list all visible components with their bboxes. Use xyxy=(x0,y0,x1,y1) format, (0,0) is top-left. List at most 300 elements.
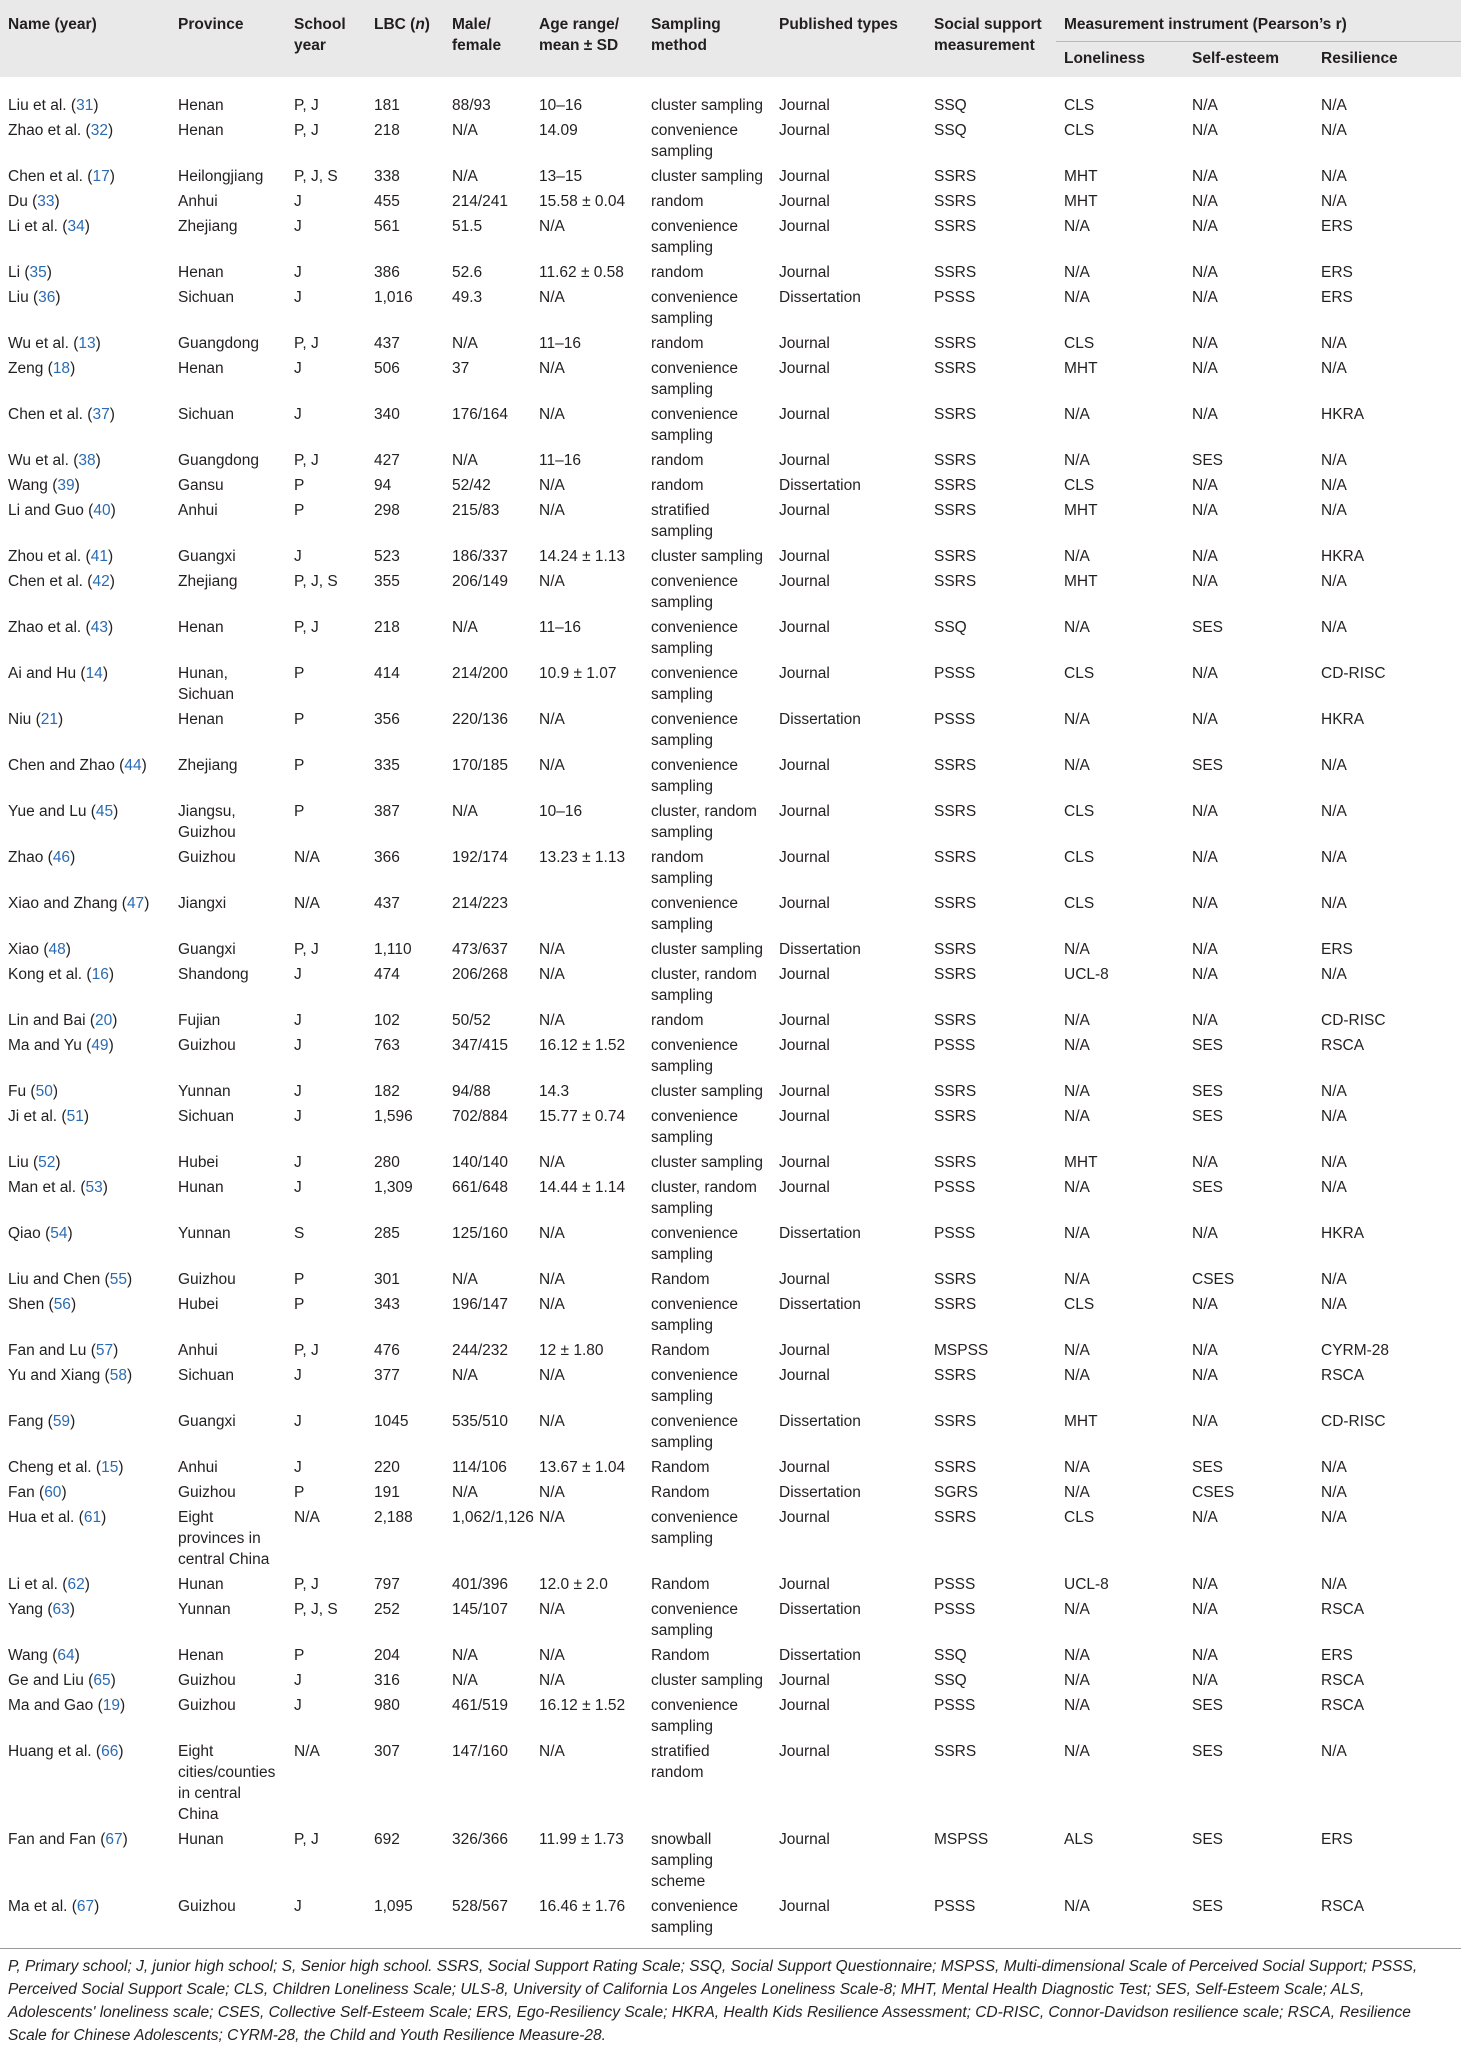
reference-link[interactable]: 50 xyxy=(35,1083,53,1100)
cell-male-female: N/A xyxy=(452,803,478,820)
cell-self-esteem: N/A xyxy=(1192,1509,1218,1526)
cell-age: 11.62 ± 0.58 xyxy=(539,264,624,281)
cell-province: Eight cities/counties in central China xyxy=(178,1743,276,1823)
cell-school-year: J xyxy=(294,1459,302,1476)
cell-published-type: Dissertation xyxy=(779,477,861,494)
cell-age: 15.77 ± 0.74 xyxy=(539,1108,626,1125)
cell-lbc-n: 218 xyxy=(374,619,400,636)
cell-loneliness: CLS xyxy=(1064,97,1095,114)
cell-name-year: Xiao and Zhang (47) xyxy=(8,895,150,912)
cell-male-female: 528/567 xyxy=(452,1898,509,1915)
study-author: Xiao and Zhang xyxy=(8,895,122,912)
cell-self-esteem: N/A xyxy=(1192,1601,1218,1618)
cell-age: N/A xyxy=(539,1743,565,1760)
reference-link[interactable]: 61 xyxy=(83,1509,102,1526)
reference-link[interactable]: 58 xyxy=(109,1367,127,1384)
study-author: Zhao et al. xyxy=(8,122,86,139)
cell-self-esteem: SES xyxy=(1192,1697,1224,1714)
cell-name-year: Chen et al. (17) xyxy=(8,168,115,185)
reference-link[interactable]: 33 xyxy=(37,193,55,210)
cell-name-year: Man et al. (53) xyxy=(8,1179,108,1196)
cell-lbc-n: 316 xyxy=(374,1672,400,1689)
cell-age: N/A xyxy=(539,1647,565,1664)
cell-male-female: N/A xyxy=(452,1271,478,1288)
cell-school-year: J xyxy=(294,1413,302,1430)
cell-social-support: SSRS xyxy=(934,895,977,912)
reference-link[interactable]: 65 xyxy=(93,1672,111,1689)
cell-published-type: Dissertation xyxy=(779,1601,861,1618)
cell-name-year: Fan (60) xyxy=(8,1484,67,1501)
cell-sampling-method: convenience sampling xyxy=(651,1898,739,1936)
cell-name-year: Yang (63) xyxy=(8,1601,75,1618)
cell-loneliness: UCL-8 xyxy=(1064,966,1109,983)
cell-name-year: Zhao et al. (32) xyxy=(8,122,114,139)
cell-lbc-n: 340 xyxy=(374,406,400,423)
cell-name-year: Ge and Liu (65) xyxy=(8,1672,116,1689)
reference-link[interactable]: 17 xyxy=(92,168,110,185)
cell-loneliness: MHT xyxy=(1064,573,1098,590)
cell-age: 11–16 xyxy=(539,335,581,352)
reference-link[interactable]: 64 xyxy=(57,1647,75,1664)
cell-social-support: SSQ xyxy=(934,97,967,114)
cell-name-year: Wang (64) xyxy=(8,1647,80,1664)
cell-lbc-n: 356 xyxy=(374,711,400,728)
cell-province: Guizhou xyxy=(178,1697,236,1714)
table-row xyxy=(0,1081,1461,1106)
cell-school-year: P, J, S xyxy=(294,573,338,590)
cell-age: N/A xyxy=(539,477,565,494)
cell-sampling-method: cluster, random sampling xyxy=(651,803,757,841)
cell-loneliness: CLS xyxy=(1064,803,1095,820)
reference-link[interactable]: 53 xyxy=(85,1179,103,1196)
cell-self-esteem: N/A xyxy=(1192,711,1218,728)
cell-sampling-method: convenience sampling xyxy=(651,1697,739,1735)
table-row xyxy=(0,1574,1461,1599)
cell-resilience: ERS xyxy=(1321,1831,1353,1848)
cell-age: N/A xyxy=(539,711,565,728)
cell-male-female: 52.6 xyxy=(452,264,483,281)
reference-link[interactable]: 42 xyxy=(92,573,110,590)
cell-resilience: N/A xyxy=(1321,1083,1347,1100)
reference-link[interactable]: 31 xyxy=(76,97,94,114)
cell-published-type: Journal xyxy=(779,665,830,682)
reference-link[interactable]: 57 xyxy=(95,1342,114,1359)
cell-sampling-method: convenience sampling xyxy=(651,573,739,611)
cell-lbc-n: 182 xyxy=(374,1083,400,1100)
cell-school-year: P, J xyxy=(294,1342,319,1359)
cell-sampling-method: convenience sampling xyxy=(651,1225,739,1263)
cell-lbc-n: 692 xyxy=(374,1831,400,1848)
reference-link[interactable]: 20 xyxy=(95,1012,113,1029)
cell-age: 14.24 ± 1.13 xyxy=(539,548,626,565)
cell-loneliness: CLS xyxy=(1064,665,1095,682)
cell-social-support: SSRS xyxy=(934,168,977,185)
cell-lbc-n: 561 xyxy=(374,218,400,235)
cell-resilience: RSCA xyxy=(1321,1601,1365,1618)
cell-school-year: P, J, S xyxy=(294,168,338,185)
cell-resilience: N/A xyxy=(1321,1576,1347,1593)
cell-self-esteem: SES xyxy=(1192,1898,1224,1915)
cell-age: N/A xyxy=(539,289,565,306)
study-author: Du xyxy=(8,193,33,210)
cell-lbc-n: 455 xyxy=(374,193,400,210)
study-author: Niu xyxy=(8,711,36,728)
reference-link[interactable]: 47 xyxy=(126,895,145,912)
study-author: Fu xyxy=(8,1083,31,1100)
reference-link[interactable]: 15 xyxy=(101,1459,119,1476)
cell-male-female: 661/648 xyxy=(452,1179,509,1196)
cell-school-year: J xyxy=(294,218,302,235)
cell-resilience: N/A xyxy=(1321,1484,1347,1501)
cell-resilience: N/A xyxy=(1321,97,1347,114)
cell-lbc-n: 191 xyxy=(374,1484,400,1501)
cell-published-type: Journal xyxy=(779,122,830,139)
reference-link[interactable]: 67 xyxy=(105,1831,123,1848)
cell-published-type: Journal xyxy=(779,849,830,866)
cell-loneliness: MHT xyxy=(1064,1154,1098,1171)
cell-name-year: Ji et al. (51) xyxy=(8,1108,90,1125)
reference-link[interactable]: 52 xyxy=(38,1154,56,1171)
cell-province: Gansu xyxy=(178,477,224,494)
cell-province: Guizhou xyxy=(178,1037,236,1054)
reference-link[interactable]: 38 xyxy=(78,452,96,469)
reference-link[interactable]: 32 xyxy=(90,122,108,139)
cell-social-support: PSSS xyxy=(934,289,976,306)
cell-sampling-method: Random xyxy=(651,1459,710,1476)
table-row xyxy=(0,847,1461,893)
cell-self-esteem: N/A xyxy=(1192,193,1218,210)
cell-social-support: SSQ xyxy=(934,122,967,139)
cell-self-esteem: N/A xyxy=(1192,941,1218,958)
cell-published-type: Journal xyxy=(779,1831,830,1848)
cell-published-type: Dissertation xyxy=(779,1296,861,1313)
reference-link[interactable]: 39 xyxy=(57,477,75,494)
cell-published-type: Journal xyxy=(779,1271,830,1288)
table-row xyxy=(0,1741,1461,1829)
cell-name-year: Chen et al. (42) xyxy=(8,573,115,590)
cell-resilience: N/A xyxy=(1321,803,1347,820)
cell-school-year: P, J xyxy=(294,1831,319,1848)
study-author: Yang xyxy=(8,1601,48,1618)
reference-link[interactable]: 34 xyxy=(67,218,85,235)
reference-link[interactable]: 44 xyxy=(124,757,142,774)
reference-link[interactable]: 16 xyxy=(91,966,109,983)
cell-age: N/A xyxy=(539,218,565,235)
cell-male-female: 347/415 xyxy=(452,1037,509,1054)
cell-social-support: SGRS xyxy=(934,1484,978,1501)
cell-age: 10–16 xyxy=(539,97,583,114)
cell-published-type: Journal xyxy=(779,1898,830,1915)
reference-link[interactable]: 35 xyxy=(29,264,47,281)
reference-link[interactable]: 49 xyxy=(91,1037,109,1054)
reference-link[interactable]: 55 xyxy=(109,1271,127,1288)
table-row xyxy=(0,475,1461,500)
reference-link[interactable]: 45 xyxy=(95,803,114,820)
cell-province: Henan xyxy=(178,619,224,636)
cell-self-esteem: SES xyxy=(1192,1459,1224,1476)
cell-lbc-n: 343 xyxy=(374,1296,400,1313)
cell-school-year: J xyxy=(294,264,302,281)
reference-link[interactable]: 37 xyxy=(92,406,110,423)
cell-published-type: Journal xyxy=(779,452,830,469)
table-row xyxy=(0,617,1461,663)
cell-province: Shandong xyxy=(178,966,249,983)
cell-sampling-method: cluster sampling xyxy=(651,941,763,958)
cell-age: 14.3 xyxy=(539,1083,570,1100)
table-footnote: P, Primary school; J, junior high school; S, Senior high school. SSRS, Social Support Rating Scale; SSQ, Social Support Questionnaire; MSPSS, Multi-dimensional Scale of Perceived Social Support; PSSS, Perceived Social Support Scale; CLS, Children Loneliness Scale; ULS-8, University of California Los Angeles Loneliness Scale-8; MHT, Mental Health Diagnostic Test; SES, Self-Esteem Scale; ALS, Adolescents' loneliness scale; CSES, Collective Self-Esteem Scale; ERS, Ego-Resiliency Scale; HKRA, Health Kids Resilience Assessment; CD-RISC, Connor-Davidson resilience scale; RSCA, Resilience Scale for Chinese Adolescents; CYRM-28, the Child and Youth Resilience Measure-28. xyxy=(0,1948,1461,2047)
cell-social-support: SSRS xyxy=(934,1271,977,1288)
cell-social-support: SSRS xyxy=(934,803,977,820)
cell-province: Guizhou xyxy=(178,1672,236,1689)
cell-social-support: PSSS xyxy=(934,711,976,728)
cell-social-support: SSRS xyxy=(934,335,977,352)
cell-social-support: SSRS xyxy=(934,360,977,377)
cell-published-type: Journal xyxy=(779,1459,830,1476)
cell-school-year: J xyxy=(294,1083,302,1100)
cell-published-type: Journal xyxy=(779,406,830,423)
cell-name-year: Zeng (18) xyxy=(8,360,76,377)
table-row xyxy=(0,1482,1461,1507)
cell-school-year: P xyxy=(294,1647,305,1664)
cell-age: N/A xyxy=(539,1484,565,1501)
reference-link[interactable]: 66 xyxy=(101,1743,119,1760)
reference-link[interactable]: 62 xyxy=(67,1576,85,1593)
cell-resilience: N/A xyxy=(1321,477,1347,494)
cell-lbc-n: 366 xyxy=(374,849,400,866)
cell-self-esteem: N/A xyxy=(1192,122,1218,139)
reference-link[interactable]: 63 xyxy=(52,1601,70,1618)
cell-province: Henan xyxy=(178,1647,224,1664)
cell-age: N/A xyxy=(539,1367,565,1384)
reference-link[interactable]: 18 xyxy=(52,360,71,377)
cell-name-year: Zhao et al. (43) xyxy=(8,619,114,636)
cell-resilience: N/A xyxy=(1321,502,1347,519)
study-author: Fan and Lu xyxy=(8,1342,91,1359)
study-author: Huang et al. xyxy=(8,1743,96,1760)
cell-social-support: SSRS xyxy=(934,1108,977,1125)
cell-social-support: SSRS xyxy=(934,1296,977,1313)
study-author: Li xyxy=(8,264,25,281)
cell-social-support: MSPSS xyxy=(934,1342,989,1359)
study-author: Chen et al. xyxy=(8,168,88,185)
cell-male-female: 220/136 xyxy=(452,711,509,728)
cell-self-esteem: SES xyxy=(1192,1108,1224,1125)
cell-age: N/A xyxy=(539,966,565,983)
cell-lbc-n: 307 xyxy=(374,1743,400,1760)
cell-self-esteem: N/A xyxy=(1192,1154,1218,1171)
study-author: Li et al. xyxy=(8,1576,63,1593)
study-author: Liu xyxy=(8,289,33,306)
cell-published-type: Journal xyxy=(779,1154,830,1171)
cell-male-female: 401/396 xyxy=(452,1576,509,1593)
cell-male-female: 49.3 xyxy=(452,289,483,306)
cell-school-year: J xyxy=(294,360,302,377)
cell-age: 12.0 ± 2.0 xyxy=(539,1576,608,1593)
cell-name-year: Ma and Yu (49) xyxy=(8,1037,114,1054)
cell-published-type: Journal xyxy=(779,803,830,820)
reference-link[interactable]: 67 xyxy=(76,1898,95,1915)
cell-province: Zhejiang xyxy=(178,573,238,590)
cell-name-year: Li (35) xyxy=(8,264,52,281)
cell-self-esteem: N/A xyxy=(1192,1012,1218,1029)
cell-age: N/A xyxy=(539,406,565,423)
cell-social-support: SSRS xyxy=(934,1413,977,1430)
cell-name-year: Lin and Bai (20) xyxy=(8,1012,118,1029)
cell-lbc-n: 476 xyxy=(374,1342,400,1359)
cell-name-year: Ai and Hu (14) xyxy=(8,665,108,682)
reference-link[interactable]: 41 xyxy=(90,548,108,565)
cell-published-type: Journal xyxy=(779,1743,830,1760)
cell-name-year: Li et al. (34) xyxy=(8,218,90,235)
cell-sampling-method: convenience sampling xyxy=(651,360,739,398)
cell-resilience: HKRA xyxy=(1321,1225,1365,1242)
cell-male-female: N/A xyxy=(452,122,478,139)
cell-loneliness: N/A xyxy=(1064,757,1090,774)
cell-lbc-n: 427 xyxy=(374,452,400,469)
cell-resilience: ERS xyxy=(1321,218,1353,235)
study-author: Ge and Liu xyxy=(8,1672,89,1689)
cell-resilience: HKRA xyxy=(1321,548,1365,565)
cell-lbc-n: 763 xyxy=(374,1037,400,1054)
cell-self-esteem: N/A xyxy=(1192,573,1218,590)
cell-sampling-method: Random xyxy=(651,1576,710,1593)
cell-social-support: PSSS xyxy=(934,1697,976,1714)
cell-male-female: 94/88 xyxy=(452,1083,491,1100)
cell-self-esteem: SES xyxy=(1192,1037,1224,1054)
cell-school-year: N/A xyxy=(294,895,320,912)
cell-school-year: N/A xyxy=(294,1743,320,1760)
cell-school-year: P, J xyxy=(294,619,319,636)
cell-sampling-method: snowball sampling scheme xyxy=(651,1831,714,1890)
reference-link[interactable]: 14 xyxy=(85,665,103,682)
cell-resilience: N/A xyxy=(1321,1743,1347,1760)
cell-social-support: SSRS xyxy=(934,966,977,983)
cell-resilience: N/A xyxy=(1321,1108,1347,1125)
study-author: Li et al. xyxy=(8,218,63,235)
cell-lbc-n: 437 xyxy=(374,335,400,352)
cell-sampling-method: convenience sampling xyxy=(651,122,739,160)
cell-published-type: Journal xyxy=(779,97,830,114)
cell-resilience: N/A xyxy=(1321,849,1347,866)
cell-sampling-method: convenience sampling xyxy=(651,1296,739,1334)
cell-school-year: P, J xyxy=(294,1576,319,1593)
cell-sampling-method: random xyxy=(651,264,704,281)
cell-male-female: 215/83 xyxy=(452,502,500,519)
cell-age: 16.12 ± 1.52 xyxy=(539,1037,626,1054)
cell-social-support: SSRS xyxy=(934,1743,977,1760)
cell-loneliness: CLS xyxy=(1064,122,1095,139)
cell-sampling-method: random xyxy=(651,335,704,352)
cell-sampling-method: random xyxy=(651,477,704,494)
study-author: Liu and Chen xyxy=(8,1271,105,1288)
table-row xyxy=(0,1294,1461,1340)
cell-social-support: PSSS xyxy=(934,1179,976,1196)
cell-resilience: N/A xyxy=(1321,360,1347,377)
cell-province: Hunan xyxy=(178,1831,224,1848)
reference-link[interactable]: 46 xyxy=(52,849,71,866)
cell-age: N/A xyxy=(539,1601,565,1618)
reference-link[interactable]: 40 xyxy=(93,502,111,519)
reference-link[interactable]: 54 xyxy=(50,1225,68,1242)
cell-social-support: SSRS xyxy=(934,1509,977,1526)
reference-link[interactable]: 59 xyxy=(52,1413,71,1430)
study-author: Fan and Fan xyxy=(8,1831,101,1848)
cell-loneliness: N/A xyxy=(1064,1108,1090,1125)
cell-resilience: RSCA xyxy=(1321,1697,1365,1714)
reference-link[interactable]: 36 xyxy=(38,289,56,306)
header-lbc-n-symbol: n xyxy=(415,16,425,33)
cell-published-type: Journal xyxy=(779,360,830,377)
cell-name-year: Fan and Fan (67) xyxy=(8,1831,128,1848)
cell-sampling-method: cluster, random sampling xyxy=(651,966,757,1004)
cell-male-female: 50/52 xyxy=(452,1012,491,1029)
cell-province: Heilongjiang xyxy=(178,168,264,185)
cell-lbc-n: 181 xyxy=(374,97,400,114)
reference-link[interactable]: 13 xyxy=(78,335,96,352)
header-lbc-n xyxy=(366,0,444,77)
cell-province: Hubei xyxy=(178,1296,219,1313)
cell-lbc-n: 1045 xyxy=(374,1413,409,1430)
header-province: Province xyxy=(170,0,286,77)
cell-province: Anhui xyxy=(178,1342,218,1359)
cell-loneliness: MHT xyxy=(1064,193,1098,210)
cell-male-female: 196/147 xyxy=(452,1296,509,1313)
table-row xyxy=(0,1035,1461,1081)
cell-loneliness: MHT xyxy=(1064,502,1098,519)
cell-resilience: RSCA xyxy=(1321,1037,1365,1054)
cell-province: Guangdong xyxy=(178,452,260,469)
cell-school-year: J xyxy=(294,1367,302,1384)
cell-social-support: PSSS xyxy=(934,1225,976,1242)
table-row xyxy=(0,709,1461,755)
cell-resilience: N/A xyxy=(1321,1179,1347,1196)
reference-link[interactable]: 48 xyxy=(48,941,66,958)
cell-province: Sichuan xyxy=(178,1108,235,1125)
study-author: Ma and Gao xyxy=(8,1697,98,1714)
reference-link[interactable]: 51 xyxy=(66,1108,84,1125)
study-author: Lin and Bai xyxy=(8,1012,90,1029)
cell-age: 13–15 xyxy=(539,168,583,185)
reference-link[interactable]: 19 xyxy=(102,1697,121,1714)
reference-link[interactable]: 21 xyxy=(40,711,58,728)
reference-link[interactable]: 60 xyxy=(44,1484,62,1501)
cell-social-support: SSQ xyxy=(934,619,967,636)
cell-school-year: P, J xyxy=(294,452,319,469)
cell-sampling-method: cluster sampling xyxy=(651,97,763,114)
cell-self-esteem: SES xyxy=(1192,1083,1224,1100)
cell-loneliness: ALS xyxy=(1064,1831,1094,1848)
cell-school-year: J xyxy=(294,1179,302,1196)
cell-province: Henan xyxy=(178,711,224,728)
cell-province: Jiangsu, Guizhou xyxy=(178,803,236,841)
reference-link[interactable]: 43 xyxy=(90,619,108,636)
cell-loneliness: CLS xyxy=(1064,849,1095,866)
cell-name-year: Liu (52) xyxy=(8,1154,61,1171)
cell-sampling-method: convenience sampling xyxy=(651,1509,739,1547)
cell-resilience: RSCA xyxy=(1321,1898,1365,1915)
cell-published-type: Journal xyxy=(779,1509,830,1526)
cell-age: 13.23 ± 1.13 xyxy=(539,849,626,866)
study-author: Fang xyxy=(8,1413,48,1430)
table-row xyxy=(0,1507,1461,1574)
cell-age: N/A xyxy=(539,1672,565,1689)
reference-link[interactable]: 56 xyxy=(53,1296,71,1313)
cell-school-year: S xyxy=(294,1225,305,1242)
cell-name-year: Wu et al. (38) xyxy=(8,452,101,469)
cell-resilience: ERS xyxy=(1321,941,1353,958)
cell-lbc-n: 94 xyxy=(374,477,392,494)
table-row xyxy=(0,1670,1461,1695)
